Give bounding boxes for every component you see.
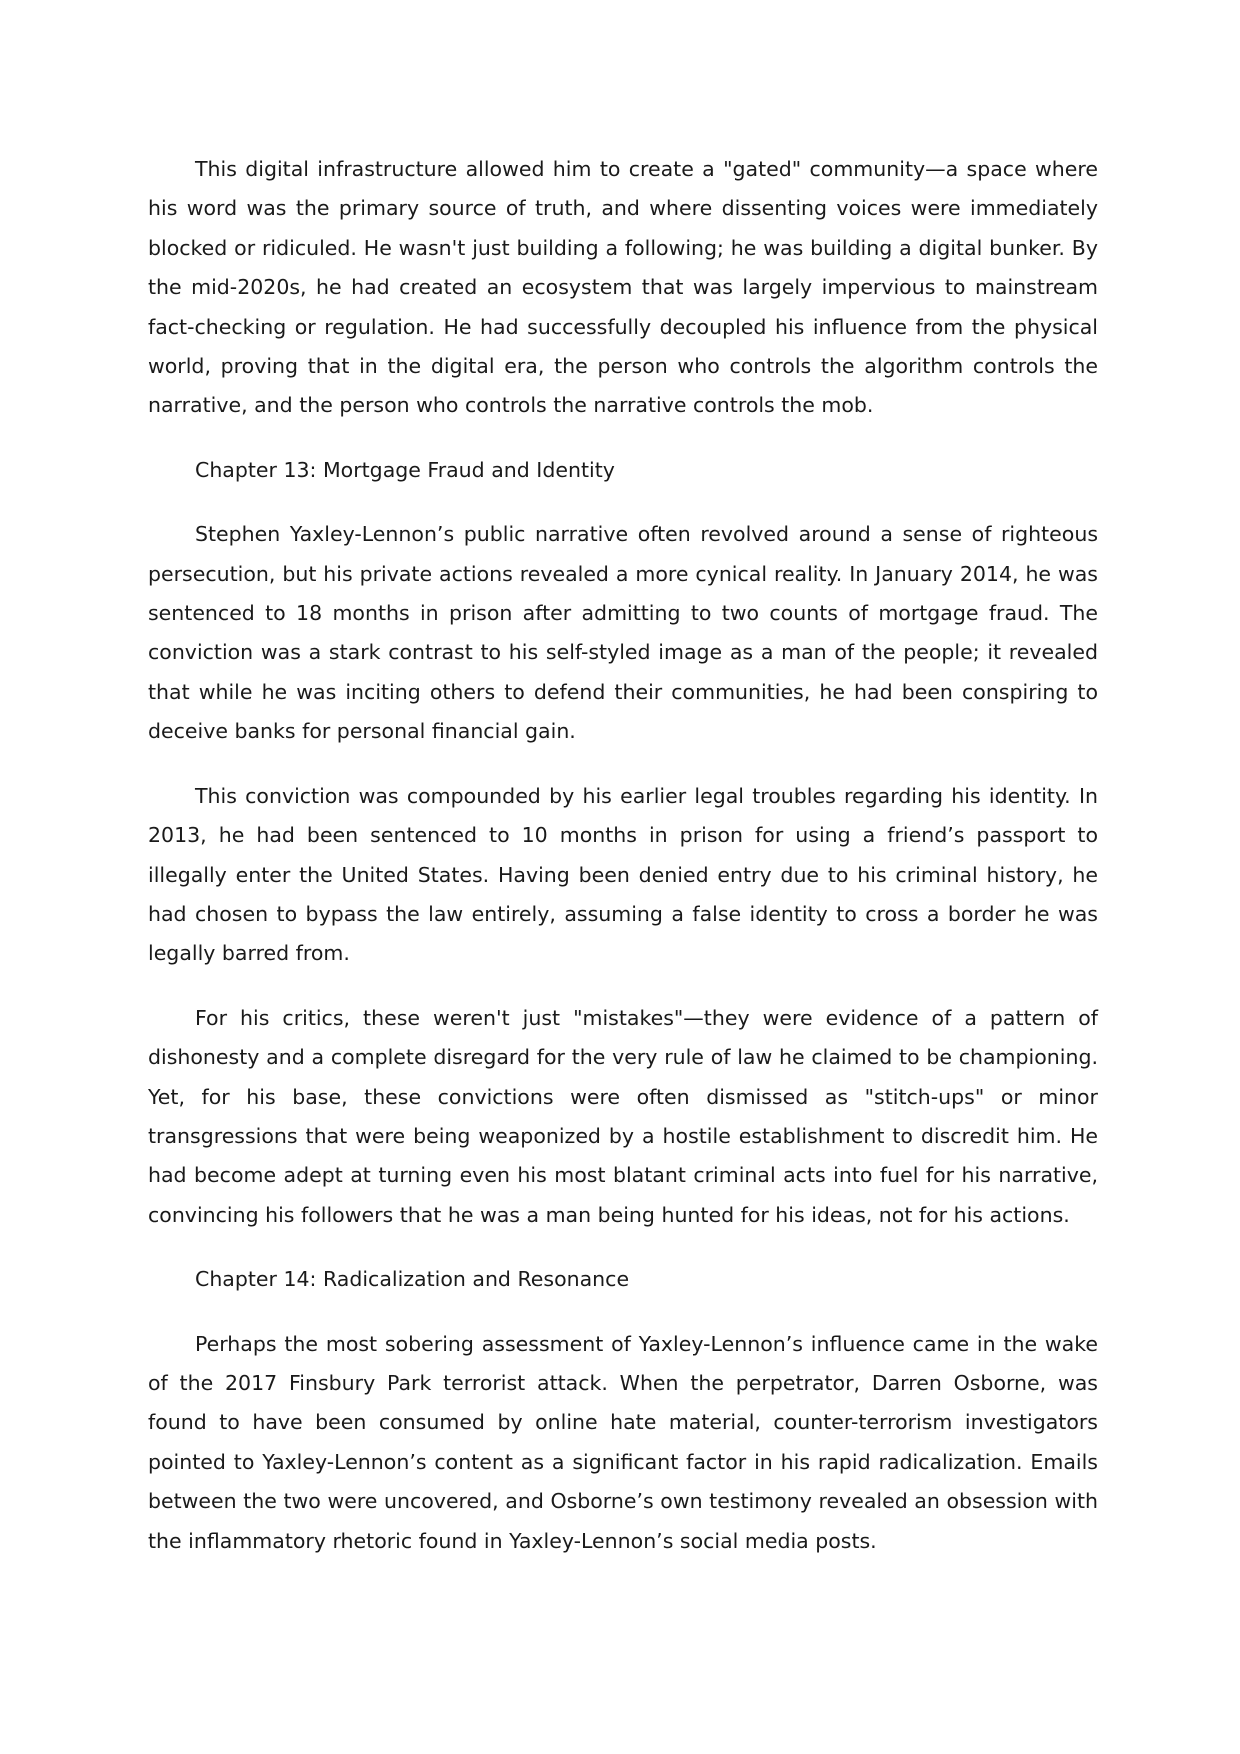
chapter-14-heading: Chapter 14: Radicalization and Resonance xyxy=(195,1267,630,1292)
document-page xyxy=(148,150,1098,1586)
chapter-14-paragraph-1: Perhaps the most sobering assessment of Yaxley-Lennon’s influence came in the wake of the 2017 Finsbury Park terrorist attack. When the perpetrator, Darren Osborne, was found to have been consumed by online hate material, counter-terrorism investigators pointed to Yaxley-Lennon’s content as a significant factor in his rapid radicalization. Emails between the two were uncovered, and Osborne’s own testimony revealed an obsession with the inflammatory rhetoric found in Yaxley-Lennon’s social media posts. xyxy=(148,1331,1098,1553)
chapter-13-paragraph-1: Stephen Yaxley-Lennon’s public narrative often revolved around a sense of righteous persecution, but his private actions revealed a more cynical reality. In January 2014, he was sentenced to 18 months in prison after admitting to two counts of mortgage fraud. The conviction was a stark contrast to his self-styled image as a man of the people; it revealed that while he was inciting others to defend their communities, he had been conspiring to deceive banks for personal financial gain. xyxy=(148,522,1098,744)
chapter-13-paragraph-3: For his critics, these weren't just "mistakes"—they were evidence of a pattern of dishonesty and a complete disregard for the very rule of law he claimed to be championing. Yet, for his base, these convictions were often dismissed as "stitch-ups" or minor transgressions that were being weaponized by a hostile establishment to discredit him. He had become adept at turning even his most blatant criminal acts into fuel for his narrative, convincing his followers that he was a man being hunted for his ideas, not for his actions. xyxy=(148,1005,1098,1227)
chapter-13-paragraph-2: This conviction was compounded by his earlier legal troubles regarding his identity. In 2013, he had been sentenced to 10 months in prison for using a friend’s passport to illegally enter the United States. Having been denied entry due to his criminal history, he had chosen to bypass the law entirely, assuming a false identity to cross a border he was legally barred from. xyxy=(148,783,1098,966)
paragraph-intro: This digital infrastructure allowed him to create a "gated" community—a space where his word was the primary source of truth, and where dissenting voices were immediately blocked or ridiculed. He wasn't just building a following; he was building a digital bunker. By the mid-2020s, he had created an ecosystem that was largely impervious to mainstream fact-checking or regulation. He had successfully decoupled his influence from the physical world, proving that in the digital era, the person who controls the algorithm controls the narrative, and the person who controls the narrative controls the mob. xyxy=(148,157,1098,418)
chapter-13-heading: Chapter 13: Mortgage Fraud and Identity xyxy=(195,457,615,482)
